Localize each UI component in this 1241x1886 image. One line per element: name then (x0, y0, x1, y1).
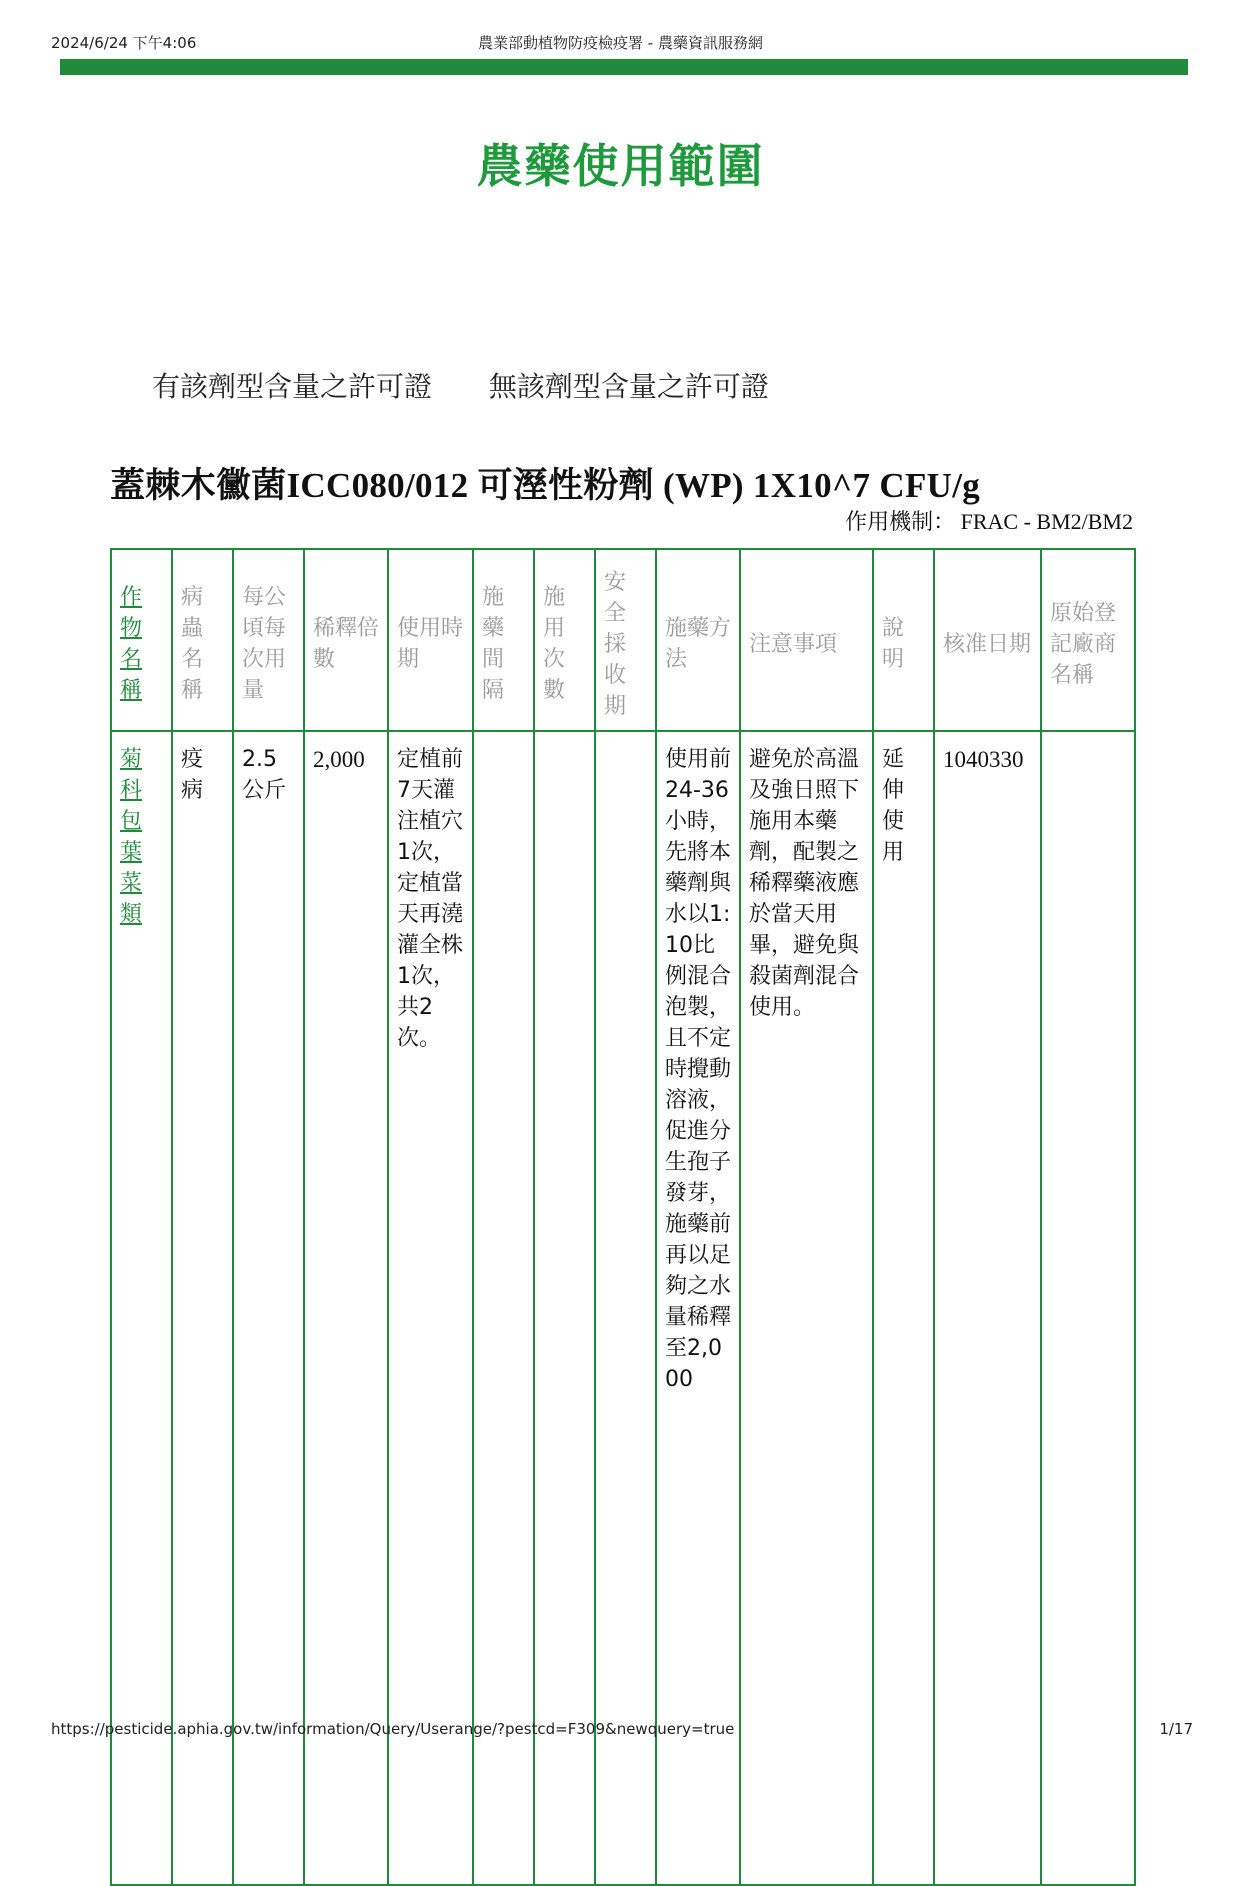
cell-registrant (1041, 731, 1135, 1885)
with-license-link[interactable]: 有該劑型含量之許可證 (152, 370, 433, 403)
page-number: 1/17 (1159, 1720, 1193, 1738)
header-notes: 注意事項 (740, 549, 873, 731)
license-filter-links (152, 365, 817, 405)
print-page-title: 農業部動植物防疫檢疫署 - 農藥資訊服務網 (478, 34, 763, 52)
header-harvest: 安全採收期 (595, 549, 656, 731)
header-registrant: 原始登記廠商名稱 (1041, 549, 1135, 731)
cell-approval-date: 1040330 (934, 731, 1041, 1885)
header-green-bar (60, 59, 1188, 75)
header-pest: 病蟲名稱 (172, 549, 233, 731)
cell-harvest (595, 731, 656, 1885)
print-datetime: 2024/6/24 下午4:06 (51, 34, 197, 52)
header-interval: 施藥間隔 (473, 549, 534, 731)
cell-pest: 疫病 (172, 731, 233, 1885)
mechanism-label: 作用機制： (845, 510, 956, 535)
print-url: https://pesticide.aphia.gov.tw/information/Query/Userange/?pestcd=F309&newquery=true (51, 1720, 735, 1738)
without-license-link[interactable]: 無該劑型含量之許可證 (488, 370, 769, 403)
cell-times (534, 731, 595, 1885)
table-row (111, 731, 1135, 1885)
crop-link[interactable]: 菊科包葉菜類 (120, 747, 143, 927)
cell-remark: 延伸使用 (873, 731, 934, 1885)
header-approval-date: 核准日期 (934, 549, 1041, 731)
header-dose: 每公頃每次用量 (233, 549, 304, 731)
page-title: 農藥使用範圍 (476, 139, 765, 193)
header-crop[interactable]: 作物名稱 (111, 549, 172, 731)
product-title: 蓋棘木黴菌ICC080/012 可溼性粉劑 (WP) 1X10^7 CFU/g (110, 466, 981, 505)
header-dilution: 稀釋倍數 (304, 549, 388, 731)
mechanism (845, 505, 1133, 536)
header-timing: 使用時期 (388, 549, 473, 731)
usage-table (110, 548, 1136, 1886)
cell-timing: 定植前7天灌注植穴1次，定植當天再澆灌全株1次，共2次。 (388, 731, 473, 1885)
header-method: 施藥方法 (656, 549, 740, 731)
header-remark: 說明 (873, 549, 934, 731)
cell-notes: 避免於高溫及強日照下施用本藥劑，配製之稀釋藥液應於當天用畢，避免與殺菌劑混合使用。 (740, 731, 873, 1885)
table-header-row (111, 549, 1135, 731)
cell-dilution: 2,000 (304, 731, 388, 1885)
mechanism-value: FRAC - BM2/BM2 (960, 509, 1133, 534)
cell-method: 使用前24-36小時，先將本藥劑與水以1:10比例混合泡製，且不定時攪動溶液，促進分生孢子發芽，施藥前再以足夠之水量稀釋至2,000 (656, 731, 740, 1885)
cell-dose: 2.5公斤 (233, 731, 304, 1885)
cell-crop[interactable] (111, 731, 172, 1885)
header-times: 施用次數 (534, 549, 595, 731)
cell-interval (473, 731, 534, 1885)
